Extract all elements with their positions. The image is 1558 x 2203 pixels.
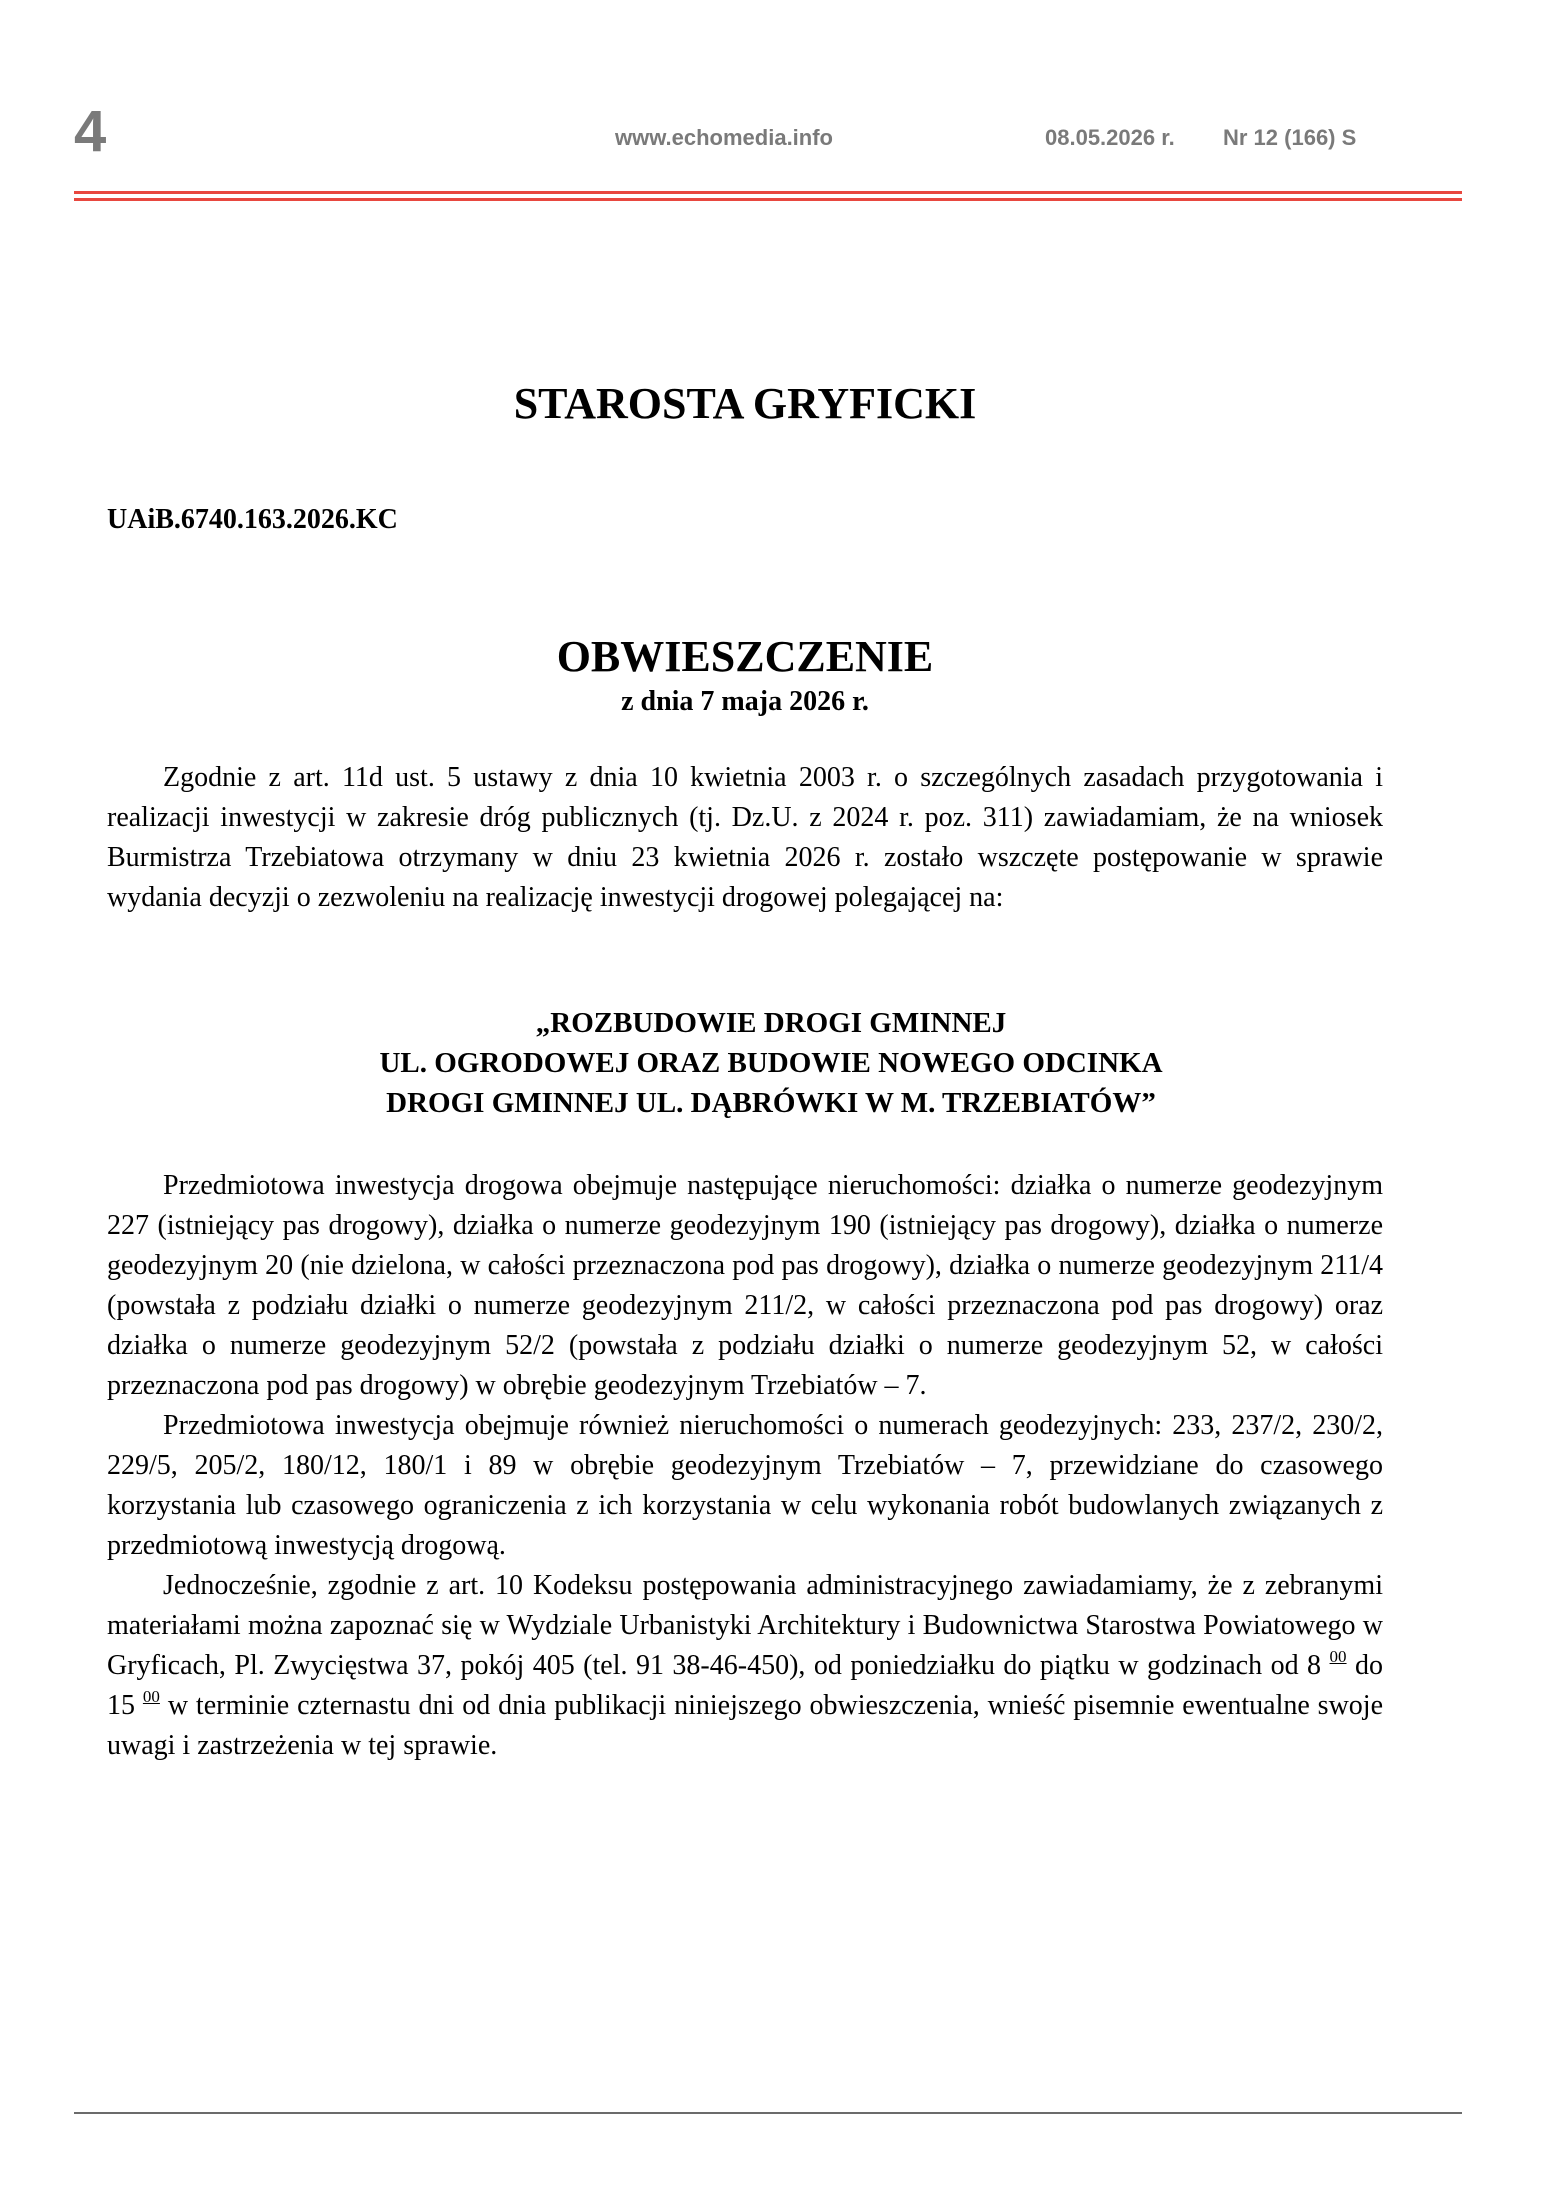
hours-from-minutes: 00 [1329,1647,1347,1666]
header-divider-bottom [74,198,1462,201]
notice-date: z dnia 7 maja 2026 r. [621,686,869,717]
consultation-text-2: do 15 [107,1650,1384,1721]
header-divider-top [74,191,1462,194]
footer-divider [74,2112,1462,2114]
consultation-text-3: w terminie czternastu dni od dnia publikacji niniejszego obwieszczenia, wnieść pisemnie ewentualne swoje uwagi i zastrzeżenia w tej sprawie. [107,1690,1384,1761]
investment-line: UL. OGRODOWEJ ORAZ BUDOWIE NOWEGO ODCINKA [379,1047,1163,1079]
issue-date: 08.05.2026 r. [1045,125,1175,150]
temporary-use-paragraph: Przedmiotowa inwestycja obejmuje również nieruchomości o numerach geodezyjnych: 233, 237/2, 230/2, 229/5, 205/2, 180/12, 180/1 i 89 w obrębie geodezyjnym Trzebiatów – 7, przewidziane do czasowego korzystania lub czasowego ograniczenia z ich korzystania w celu wykonania robót budowlanych związanych z przedmiotową inwestycją drogową. [107,1410,1383,1561]
investment-line: DROGI GMINNEJ UL. DĄBRÓWKI W M. TRZEBIATÓW” [386,1087,1156,1119]
consultation-text-1: Jednocześnie, zgodnie z art. 10 Kodeksu postępowania administracyjnego zawiadamiamy, że z zebranymi materiałami można zapoznać się w Wydziale Urbanistyki Architektury i Budownictwa Starostwa Powiatowego w Gryficach, Pl. Zwycięstwa 37, pokój 405 (tel. 91 38-46-450), od poniedziałku do piątku w godzinach od 8 [107,1570,1383,1681]
website-link[interactable]: www.echomedia.info [615,125,833,150]
page-number: 4 [74,99,107,164]
intro-paragraph: Zgodnie z art. 11d ust. 5 ustawy z dnia 10 kwietnia 2003 r. o szczególnych zasadach przygotowania i realizacji inwestycji w zakresie dróg publicznych (tj. Dz.U. z 2024 r. poz. 311) zawiadamiam, że na wniosek Burmistrza Trzebiatowa otrzymany w dniu 23 kwietnia 2026 r. zostało wszczęte postępowanie w sprawie wydania decyzji o zezwoleniu na realizację inwestycji drogowej polegającej na: [107,762,1383,913]
investment-line: „ROZBUDOWIE DROGI GMINNEJ [535,1007,1007,1039]
reference-number: UAiB.6740.163.2026.KC [107,504,398,535]
issue-number: Nr 12 (166) S [1223,125,1357,150]
notice-title: OBWIESZCZENIE [556,632,934,681]
intro-block [107,758,1383,918]
hours-to-minutes: 00 [142,1687,160,1706]
issuing-authority: STAROSTA GRYFICKI [513,379,977,428]
consultation-paragraph [107,1566,1383,1766]
parcels-paragraph: Przedmiotowa inwestycja drogowa obejmuje następujące nieruchomości: działka o numerze geodezyjnym 227 (istniejący pas drogowy), działka o numerze geodezyjnym 190 (istniejący pas drogowy), działka o numerze geodezyjnym 20 (nie dzielona, w całości przeznaczona pod pas drogowy), działka o numerze geodezyjnym 211/4 (powstała z podziału działki o numerze geodezyjnym 211/2, w całości przeznaczona pod pas drogowy) oraz działka o numerze geodezyjnym 52/2 (powstała z podziału działki o numerze geodezyjnym 52, w całości przeznaczona pod pas drogowy) w obrębie geodezyjnym Trzebiatów – 7. [107,1170,1383,1401]
investment-name [0,1003,1542,1123]
details-block [107,1166,1383,1766]
